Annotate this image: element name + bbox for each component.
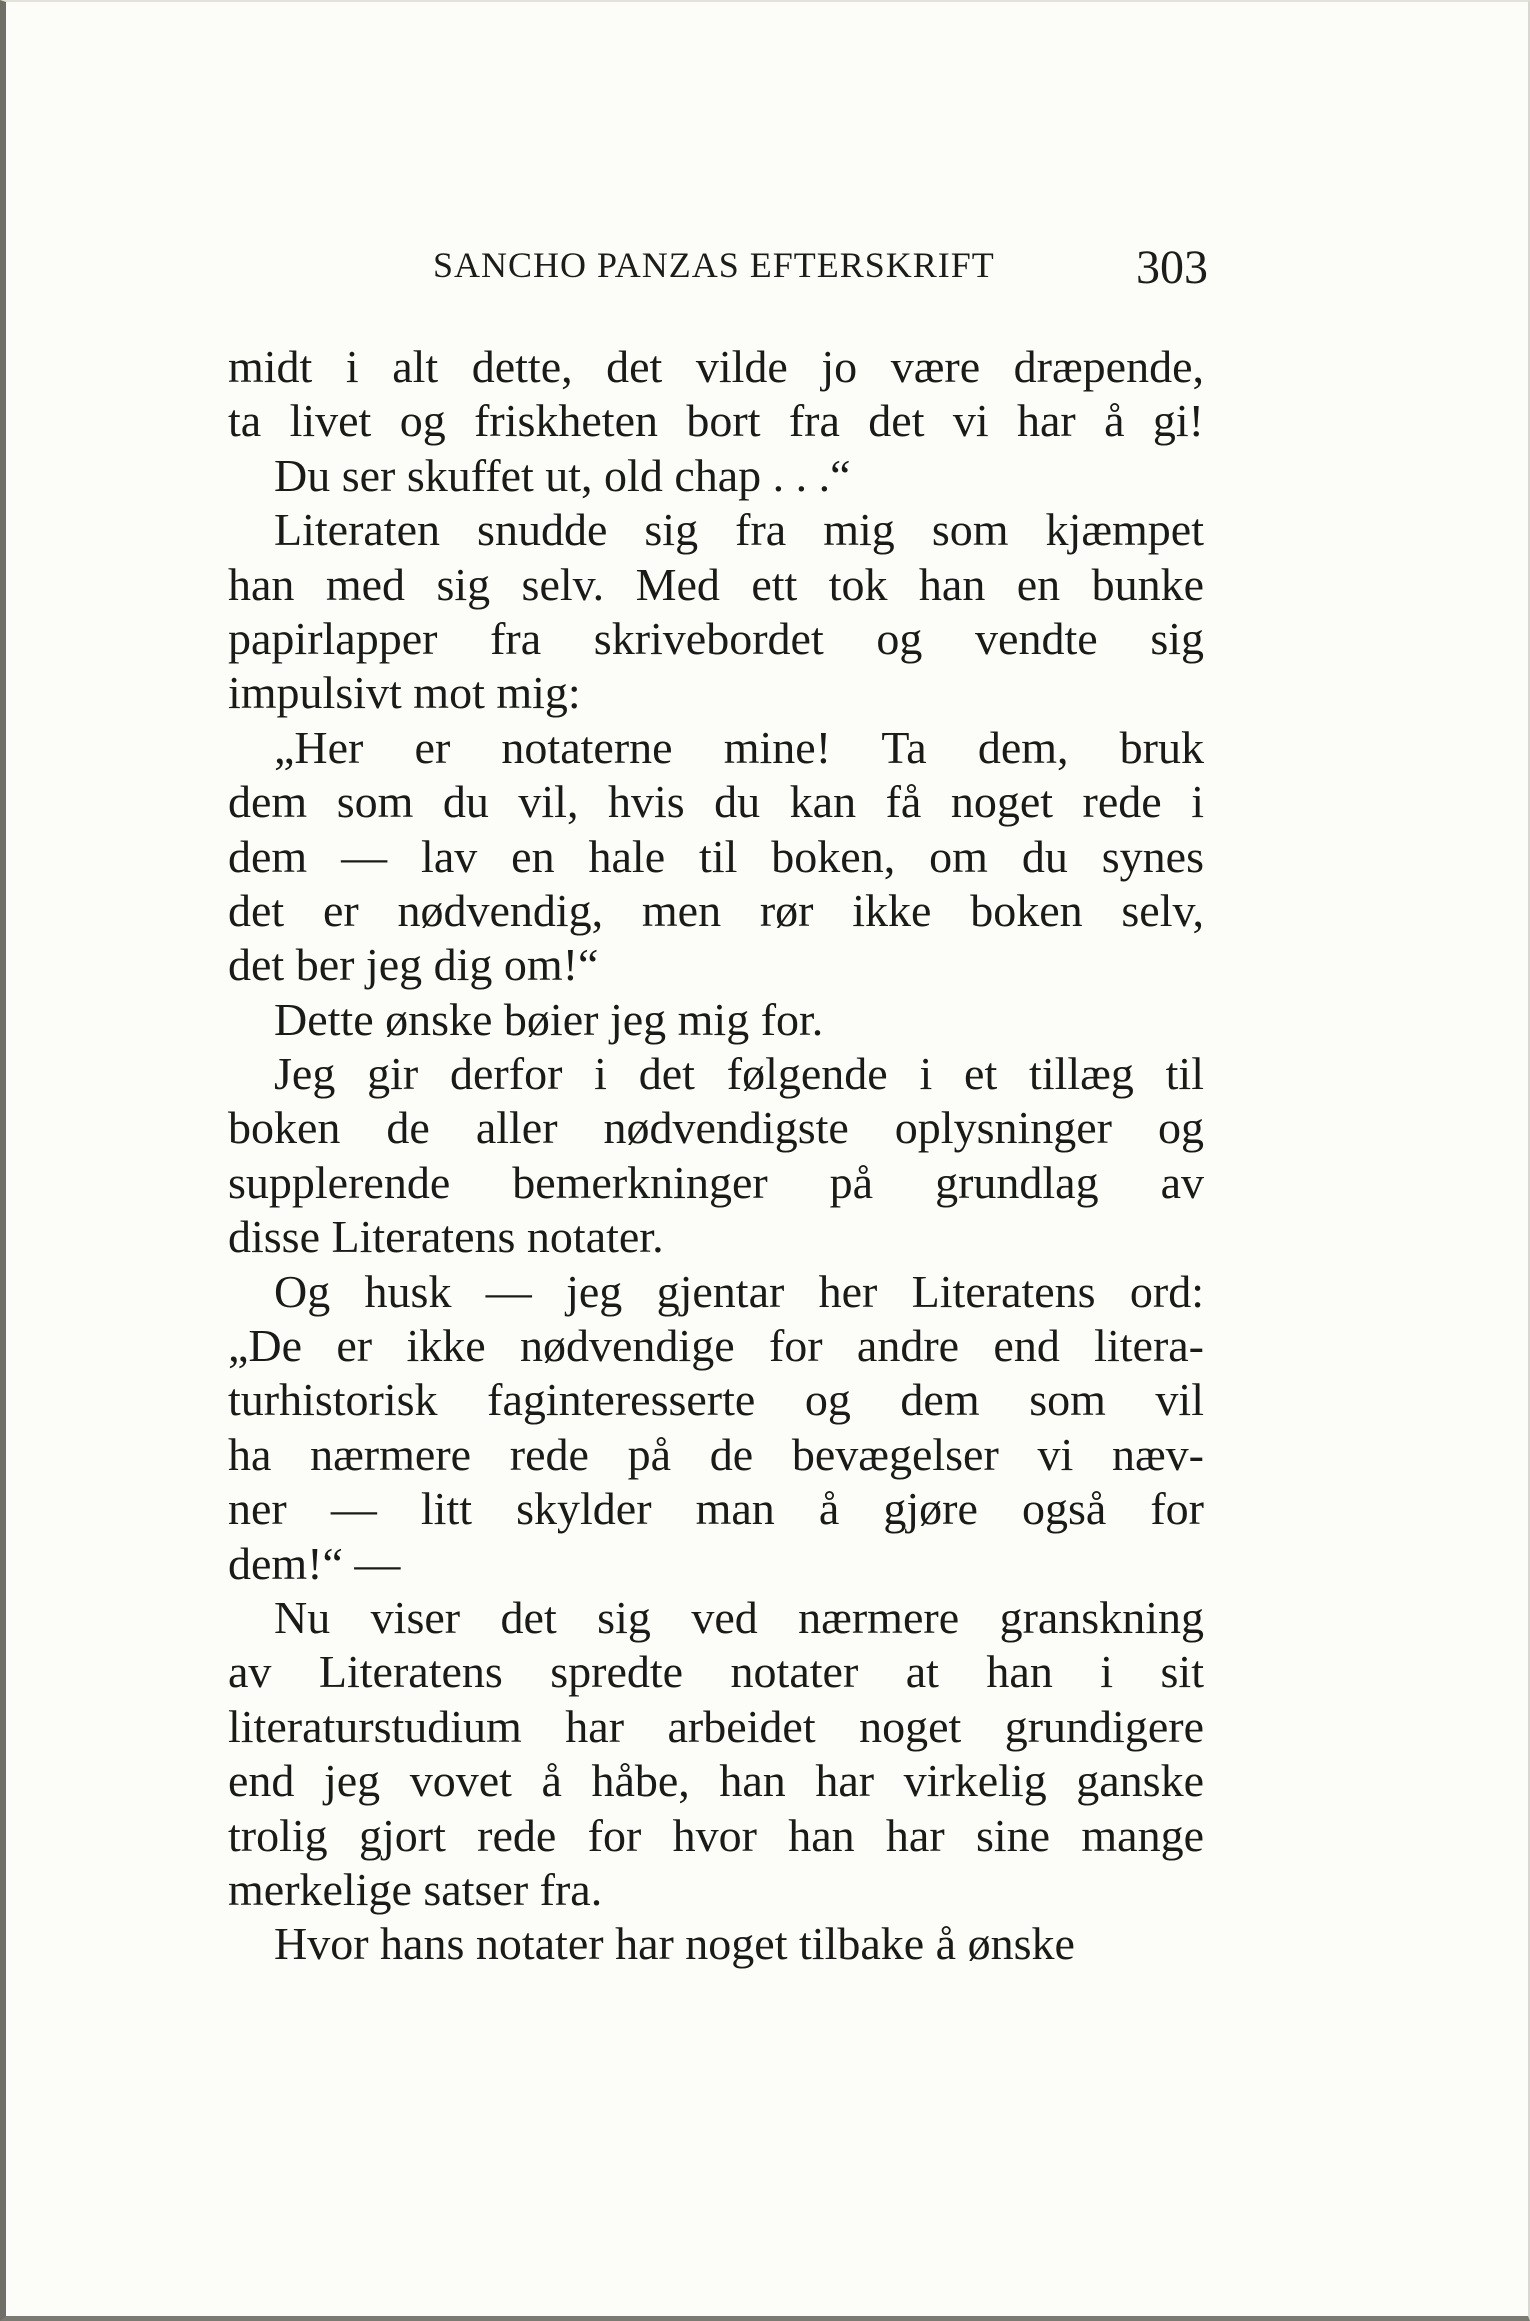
text-line: ha nærmere rede på de bevægelser vi næv- <box>228 1428 1204 1480</box>
body-text <box>228 340 1204 1972</box>
text-line: dem!“ — <box>228 1537 401 1589</box>
text-line: han med sig selv. Med ett tok han en bunke <box>228 558 1204 610</box>
running-head <box>228 240 1218 300</box>
text-line: Dette ønske bøier jeg mig for. <box>274 993 824 1045</box>
text-line: dem — lav en hale til boken, om du synes <box>228 830 1204 882</box>
text-line: det er nødvendig, men rør ikke boken selv, <box>228 884 1204 936</box>
text-line: Og husk — jeg gjentar her Literatens ord: <box>274 1265 1204 1317</box>
text-line: „Her er notaterne mine! Ta dem, bruk <box>274 721 1204 773</box>
text-line: ta livet og friskheten bort fra det vi har å gi! <box>228 395 1204 447</box>
text-line: literaturstudium har arbeidet noget grundigere <box>228 1700 1204 1752</box>
text-line: supplerende bemerkninger på grundlag av <box>228 1156 1204 1208</box>
text-line: Hvor hans notater har noget tilbake å ønske <box>274 1918 1075 1970</box>
text-line: boken de aller nødvendigste oplysninger og <box>228 1102 1204 1154</box>
text-line: midt i alt dette, det vilde jo være dræpende, <box>228 341 1204 392</box>
page-number: 303 <box>1136 241 1208 294</box>
text-line: av Literatens spredte notater at han i sit <box>228 1646 1204 1698</box>
running-title: SANCHO PANZAS EFTERSKRIFT <box>433 245 995 285</box>
text-line: ner — litt skylder man å gjøre også for <box>228 1483 1204 1535</box>
text-line: papirlapper fra skrivebordet og vendte sig <box>228 612 1204 664</box>
text-line: Jeg gir derfor i det følgende i et tillæg til <box>274 1048 1204 1100</box>
text-line: impulsivt mot mig: <box>228 667 581 719</box>
text-line: trolig gjort rede for hvor han har sine mange <box>228 1809 1204 1861</box>
text-line: Du ser skuffet ut, old chap . . .“ <box>274 449 851 501</box>
text-line: Literaten snudde sig fra mig som kjæmpet <box>274 504 1204 556</box>
text-line: „De er ikke nødvendige for andre end litera- <box>228 1320 1204 1372</box>
text-line: dem som du vil, hvis du kan få noget rede i <box>228 776 1204 828</box>
text-line: merkelige satser fra. <box>228 1863 603 1915</box>
text-line: turhistorisk faginteresserte og dem som vil <box>228 1374 1204 1426</box>
text-line: end jeg vovet å håbe, han har virkelig ganske <box>228 1755 1204 1807</box>
text-line: det ber jeg dig om!“ <box>228 939 599 991</box>
text-line: Nu viser det sig ved nærmere granskning <box>274 1591 1204 1643</box>
text-line: disse Literatens notater. <box>228 1211 664 1263</box>
